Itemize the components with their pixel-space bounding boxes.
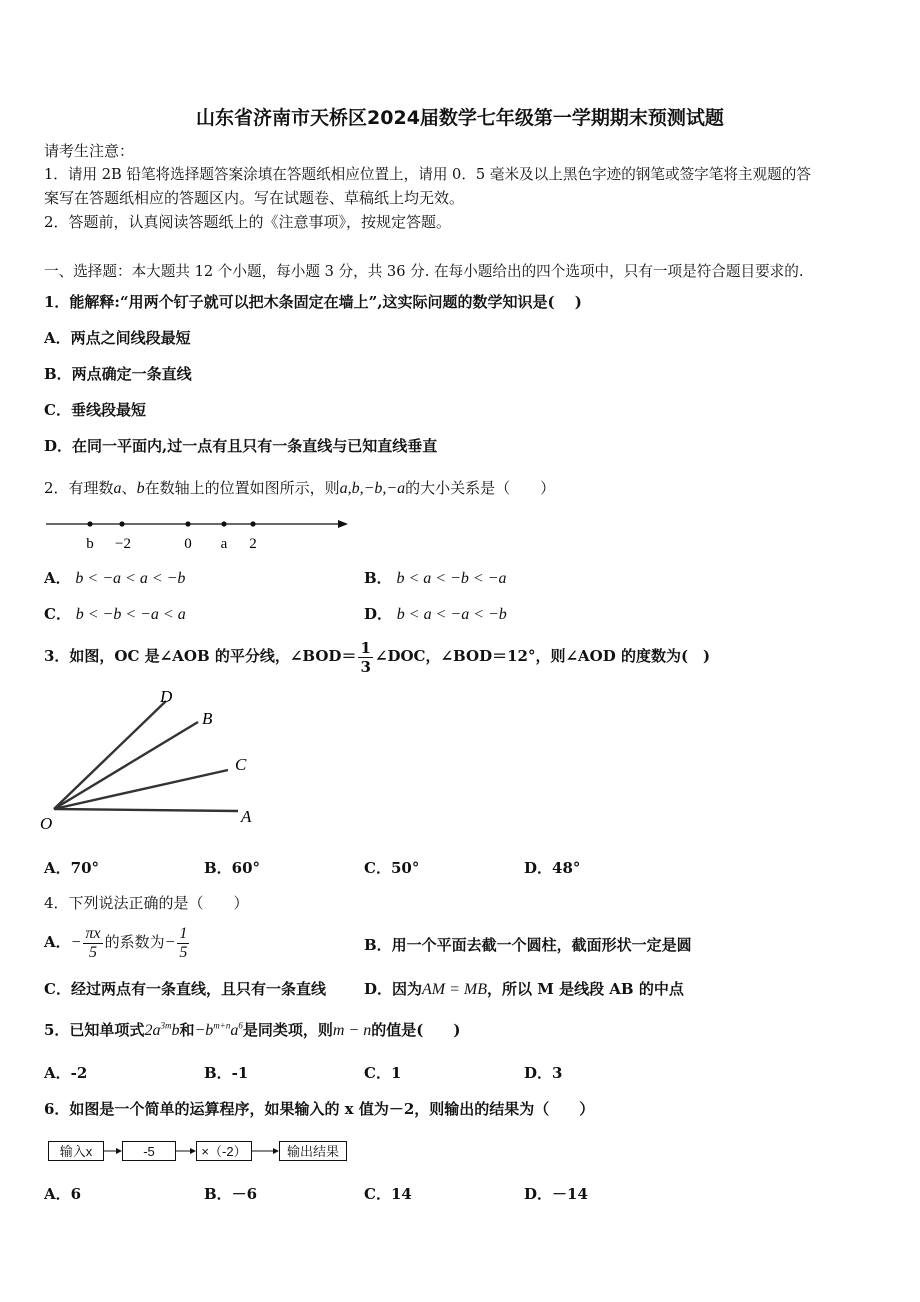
flow-output-box: 输出结果 bbox=[279, 1141, 347, 1161]
label-d: D bbox=[160, 687, 173, 706]
label-a: a bbox=[220, 536, 228, 552]
q1-option-c: C．垂线段最短 bbox=[44, 401, 146, 419]
q3-option-a: A．70° bbox=[44, 859, 100, 877]
q3-option-d: D．48° bbox=[524, 859, 581, 877]
q1-option-d: D．在同一平面内,过一点有且只有一条直线与已知直线垂直 bbox=[44, 437, 438, 455]
q3-option-c: C．50° bbox=[364, 859, 420, 877]
q4-option-a: A．− $\frac{\pi x}{5}$ 的系数为− $\frac{1}{5}$ bbox=[44, 924, 188, 961]
ray-oc bbox=[54, 770, 228, 809]
q4-option-b: B．用一个平面去截一个圆柱，截面形状一定是圆 bbox=[364, 936, 692, 954]
q1-stem: 1．能解释:“用两个钉子就可以把木条固定在墙上”,这实际问题的数学知识是( ) bbox=[44, 293, 582, 311]
q3-option-b: B．60° bbox=[204, 859, 261, 877]
point-b bbox=[87, 521, 92, 526]
notice-line-1: 1．请用 2B 铅笔将选择题答案涂填在答题纸相应位置上，请用 0．5 毫米及以上黑色字迹的钢笔或签字笔将主观题的答 bbox=[44, 166, 811, 183]
q4-option-d: D．因为AM = MB，所以 M 是线段 AB 的中点 bbox=[364, 980, 684, 998]
point-a bbox=[221, 521, 226, 526]
q4-option-c: C．经过两点有一条直线，且只有一条直线 bbox=[44, 980, 326, 998]
ray-oa bbox=[54, 809, 238, 811]
ray-od bbox=[54, 701, 166, 809]
q5-option-b: B．-1 bbox=[204, 1064, 249, 1082]
q5-stem: 5．已知单项式$2a^{3m}b$和$-b^{m+n}a^6$是同类项，则m − n的值是( ) bbox=[44, 1020, 461, 1039]
flow-input-box: 输入x bbox=[48, 1141, 104, 1161]
notice-line-3: 2．答题前，认真阅读答题纸上的《注意事项》，按规定答题。 bbox=[44, 213, 452, 231]
page-title: 山东省济南市天桥区2024届数学七年级第一学期期末预测试题 bbox=[196, 107, 724, 129]
label-b: B bbox=[202, 709, 213, 728]
q6-option-d: D．－14 bbox=[524, 1185, 588, 1203]
label-b: b bbox=[86, 536, 94, 552]
notice-line-2: 案写在答题纸相应的答题区内。写在试题卷、草稿纸上均无效。 bbox=[44, 189, 465, 207]
ray-ob bbox=[54, 722, 198, 809]
flow-multiply-box: ×（-2） bbox=[196, 1141, 252, 1161]
q2-stem: 2．有理数a、b在数轴上的位置如图所示，则a,b,−b,−a的大小关系是（ ） bbox=[44, 479, 556, 497]
point-two bbox=[250, 521, 255, 526]
label-o: O bbox=[40, 814, 53, 833]
number-line-figure bbox=[40, 510, 360, 555]
label-zero: 0 bbox=[184, 536, 192, 552]
section-heading: 一、选择题：本大题共 12 个小题，每小题 3 分，共 36 分. 在每小题给出的四个选项中，只有一项是符合题目要求的. bbox=[44, 263, 804, 280]
q1-option-b: B．两点确定一条直线 bbox=[44, 365, 192, 383]
q6-stem: 6．如图是一个简单的运算程序，如果输入的 x 值为－2，则输出的结果为（ ） bbox=[44, 1100, 595, 1118]
q5-option-d: D．3 bbox=[524, 1064, 563, 1082]
q2-option-c: C． b < −b < −a < a bbox=[44, 605, 186, 623]
q2-option-b: B． b < a < −b < −a bbox=[364, 569, 507, 587]
point-neg2 bbox=[119, 521, 124, 526]
label-a: A bbox=[241, 807, 252, 826]
q6-option-c: C．14 bbox=[364, 1185, 412, 1203]
q3-stem: 3．如图，OC 是∠AOB 的平分线，∠BOD＝ $\frac{1}{3}$ ∠DOC，∠BOD＝12°，则∠AOD 的度数为( ) bbox=[44, 638, 711, 676]
label-two: 2 bbox=[249, 536, 257, 552]
q6-option-b: B．－6 bbox=[204, 1185, 258, 1203]
notice-heading: 请考生注意： bbox=[44, 142, 135, 160]
q6-option-a: A．6 bbox=[44, 1185, 82, 1203]
q5-option-c: C．1 bbox=[364, 1064, 402, 1082]
number-line-arrow bbox=[338, 520, 348, 528]
flow-arrows bbox=[104, 1144, 280, 1158]
q4-stem: 4．下列说法正确的是（ ） bbox=[44, 894, 249, 912]
q2-option-a: A． b < −a < a < −b bbox=[44, 569, 186, 587]
q5-option-a: A．-2 bbox=[44, 1064, 88, 1082]
label-c: C bbox=[235, 755, 247, 774]
angle-figure bbox=[38, 684, 268, 834]
point-zero bbox=[185, 521, 190, 526]
q2-option-d: D． b < a < −a < −b bbox=[364, 605, 507, 623]
q1-option-a: A．两点之间线段最短 bbox=[44, 329, 191, 347]
q3-fraction: $\frac{1}{3}$ bbox=[360, 638, 371, 676]
flow-minus-box: -5 bbox=[122, 1141, 176, 1161]
label-neg2: −2 bbox=[115, 536, 131, 552]
